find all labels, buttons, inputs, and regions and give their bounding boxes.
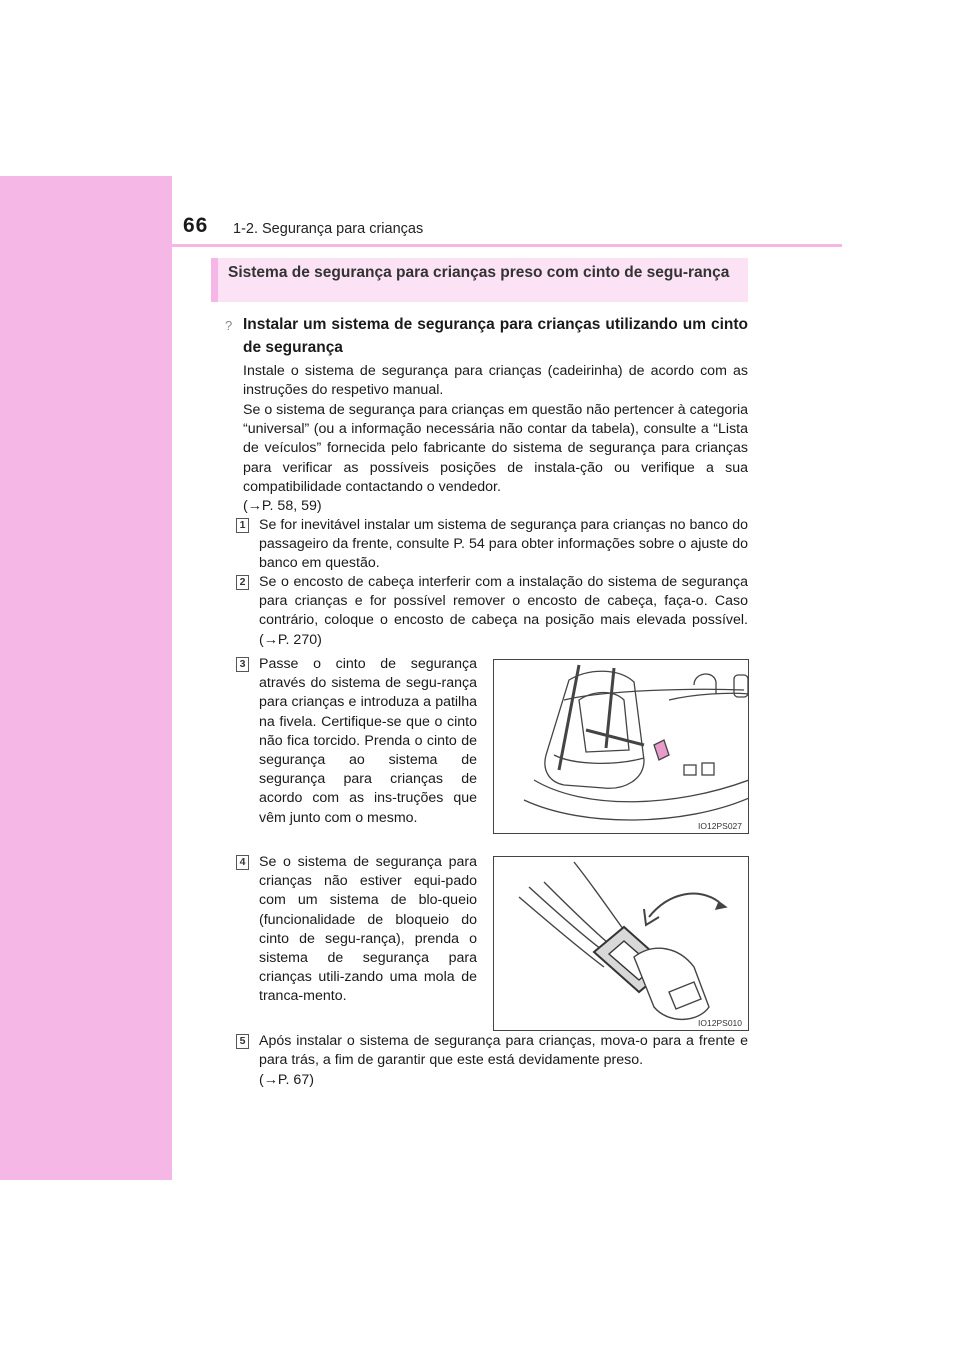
step-text-2: Se o encosto de cabeça interferir com a instalação do sistema de segurança para crianças e for possível remover o encosto de cabeça, faça-o. Caso contrário, coloque o encosto de cabeça na posição mais elevada possível. (→P. 270) [259, 574, 748, 648]
step-number-2: 2 [236, 575, 249, 590]
figure-child-seat-installation [493, 659, 749, 834]
step-text-4: Se o sistema de segurança para crianças não estiver equi-pado com um sistema de blo-queio (funcionalidade de bloqueio do cinto de segu-rança), prenda o sistema de segurança para crianças utili-zando uma mola de tranca-mento. [259, 854, 477, 1005]
subsection-title: Instalar um sistema de segurança para crianças utilizando um cinto de segurança [243, 316, 748, 356]
intro-reference: (→P. 58, 59) [243, 498, 322, 514]
step-number-3: 3 [236, 657, 249, 672]
step-5-reference: (→P. 67) [259, 1072, 314, 1088]
intro-paragraph-1: Instale o sistema de segurança para crianças (cadeirinha) de acordo com as instruções do respetivo manual. [243, 363, 748, 399]
section-title: Sistema de segurança para crianças preso com cinto de segu-rança [228, 264, 730, 281]
subsection-marker: ? [225, 318, 233, 333]
step-number-5: 5 [236, 1034, 249, 1049]
locking-clip-illustration [494, 857, 749, 1031]
section-heading-box [211, 258, 748, 302]
chapter-title: 1-2. Segurança para crianças [233, 221, 424, 237]
figure-locking-clip [493, 856, 749, 1031]
step-number-4: 4 [236, 855, 249, 870]
header-rule [172, 244, 842, 247]
side-color-band [0, 176, 172, 1180]
step-number-1: 1 [236, 518, 249, 533]
step-text-1: Se for inevitável instalar um sistema de segurança para crianças no banco do passageiro da frente, consulte P. 54 para obter informações sobre o ajuste do banco em questão. [259, 517, 748, 572]
intro-paragraph-2: Se o sistema de segurança para crianças em questão não pertencer à categoria “universal” (ou a informação necessária não contar da tabela), consulte a “Lista de veículos” fornecida pelo fabricante do sistema de segurança para crianças para verificar as possíveis posições de instala-ção ou verifique a sua compatibilidade contactando o vendedor. [243, 402, 748, 495]
step-text-3: Passe o cinto de segurança através do sistema de segu-rança para crianças e introduza a patilha na fivela. Certifique-se que o cinto não fica torcido. Prenda o cinto de segurança ao sistema de segurança para crianças de acordo com as ins-truções que vêm junto com o mesmo. [259, 656, 477, 826]
child-seat-illustration [494, 660, 749, 834]
figure-code-2: IO12PS010 [698, 1018, 742, 1028]
step-text-5: Após instalar o sistema de segurança para crianças, mova-o para a frente e para trás, a fim de garantir que este está devidamente preso. [259, 1033, 748, 1069]
figure-code-1: IO12PS027 [698, 821, 742, 831]
page-number: 66 [183, 214, 209, 237]
